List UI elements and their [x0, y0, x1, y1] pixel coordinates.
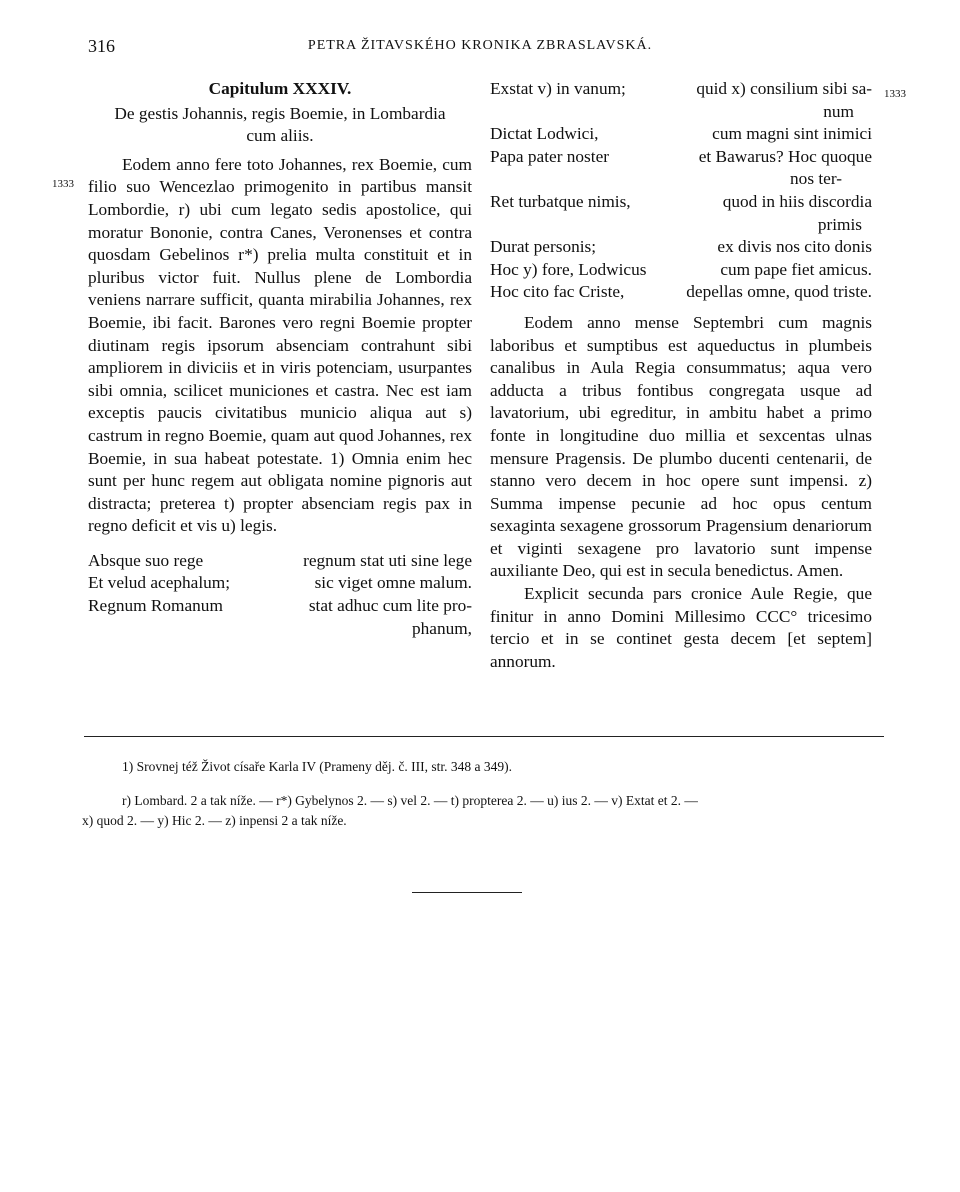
verse-line-part-a: Hoc y) fore, Lodwicus — [490, 259, 647, 279]
verse-line — [490, 281, 872, 304]
running-title: PETRA ŽITAVSKÉHO KRONIKA ZBRASLAVSKÁ. — [307, 38, 653, 53]
chapter-title: Capitulum XXXIV. — [208, 79, 352, 98]
verse-line-tail: phanum, — [412, 618, 472, 638]
verse-line-part-a: Exstat v) in vanum; — [490, 79, 626, 98]
verse-line-part-a: Durat personis; — [490, 237, 597, 257]
left-verse — [88, 550, 472, 640]
right-paragraph: Eodem anno mense Septembri cum magnis laboribus et sumptibus est aqueductus in plumbeis canalibus in Aula Regia consummatus; aqua vero adducta a tribus fontibus congregata usque ad lavatorium, ubi egreditur, in ambitu habet a primo fonte in longitudine duo millia et sexcentas ulnas mensure Pragensis. De plumbo ducenti centenarii, de stanno vero decem in hoc opere sunt impensi. z) Summa impense pecunie ad hoc opus centum sexaginta sexagene grossorum Pragensium denariorum et viginti sexagene pro lavatorio sunt impense auxiliante Deo, qui est in secula benedictus. Amen. — [490, 312, 872, 581]
verse-line-tail: num — [823, 101, 854, 121]
verse-line-tail: nos ter- — [790, 169, 842, 189]
verse-line-part-a: Ret turbatque nimis, — [490, 191, 631, 211]
verse-line — [490, 191, 872, 214]
verse-line — [88, 550, 472, 573]
verse-line-part-b: et Bawarus? Hoc quoque — [698, 146, 872, 166]
verse-line — [88, 595, 472, 618]
verse-line-part-b: stat adhuc cum lite pro- — [308, 596, 472, 616]
footnote-variants-line-2: x) quod 2. — y) Hic 2. — z) inpensi 2 a tak níže. — [82, 813, 347, 828]
right-column — [490, 78, 872, 673]
verse-line-part-a: Et velud acephalum; — [88, 573, 231, 593]
margin-year-right: 1333 — [884, 88, 906, 100]
footnote-1: 1) Srovnej též Život císaře Karla IV (Prameny děj. č. III, str. 348 a 349). — [122, 759, 513, 774]
verse-line — [88, 572, 472, 595]
left-paragraph: Eodem anno fere toto Johannes, rex Boemie, cum filio suo Wencezlao primogenito in partibus mansit Lombordie, r) ubi cum legato sedis apostolice, qui moratur Bononie, contra Canes, Veronenses et contra quosdam Gebelinos r*) prelia multa constituit et in pluribus victor fuit. Nullus plene de Lombordia veniens narrare sufficit, quanta mirabilia Johannes, rex Boemie, ibi facit. Barones vero regni Boemie propter diutinam regis ipsorum absenciam contrahunt sibi ampliorem in diviciis et in viris potenciam, usurpantes sibi omnia, scilicet municiones et castra. Nec est iam exceptis paucis civitatibus municio aliqua aut s) castrum in regno Boemie, quam aut quod Johannes, rex Boemie, in sua habeat potestate. 1) Omnia enim hec sunt per hunc regem aut obligata nomine pignoris aut distracta; preterea t) propter absenciam regis pax in regno deficit et vis u) legis. — [88, 154, 472, 536]
verse-line-part-b: regnum stat uti sine lege — [303, 550, 472, 570]
verse-line-part-b: depellas omne, quod triste. — [686, 282, 872, 302]
verse-line-part-b: sic viget omne malum. — [314, 573, 472, 593]
verse-line-part-a: Absque suo rege — [88, 550, 204, 570]
page-number: 316 — [88, 36, 115, 56]
verse-line-tail: primis — [817, 214, 862, 234]
right-paragraph-explicit: Explicit secunda pars cronice Aule Regie, que finitur in anno Domini Millesimo CCC° tricesimo tercio et in se continet gesta decem [et septem] annorum. — [490, 584, 872, 671]
verse-line-part-b: ex divis nos cito donis — [717, 237, 872, 257]
verse-line — [490, 259, 872, 282]
footnote-variants-line-1: r) Lombard. 2 a tak níže. — r*) Gybelynos 2. — s) vel 2. — t) propterea 2. — u) ius 2. — v) Extat et 2. — — [122, 793, 698, 808]
left-column — [88, 78, 472, 640]
verse-line-part-b: quid x) consilium sibi sa- — [696, 79, 872, 98]
verse-line-part-a: Papa pater noster — [490, 146, 610, 166]
chapter-subtitle: De gestis Johannis, regis Boemie, in Lombardia cum aliis. — [114, 103, 446, 146]
end-rule — [412, 892, 522, 893]
verse-line — [490, 146, 872, 169]
verse-line — [490, 78, 872, 101]
verse-line-part-a: Hoc cito fac Criste, — [490, 282, 625, 302]
verse-line — [490, 236, 872, 259]
right-verse — [490, 78, 872, 304]
margin-year-left: 1333 — [52, 178, 74, 190]
verse-line-part-b: cum pape fiet amicus. — [720, 259, 872, 279]
footnote-divider — [84, 736, 884, 737]
verse-line — [490, 123, 872, 146]
verse-line-part-a: Dictat Lodwici, — [490, 124, 599, 144]
verse-line-part-a: Regnum Romanum — [88, 596, 223, 616]
verse-line-part-b: cum magni sint inimici — [712, 124, 872, 144]
verse-line-part-b: quod in hiis discordia — [722, 191, 872, 211]
